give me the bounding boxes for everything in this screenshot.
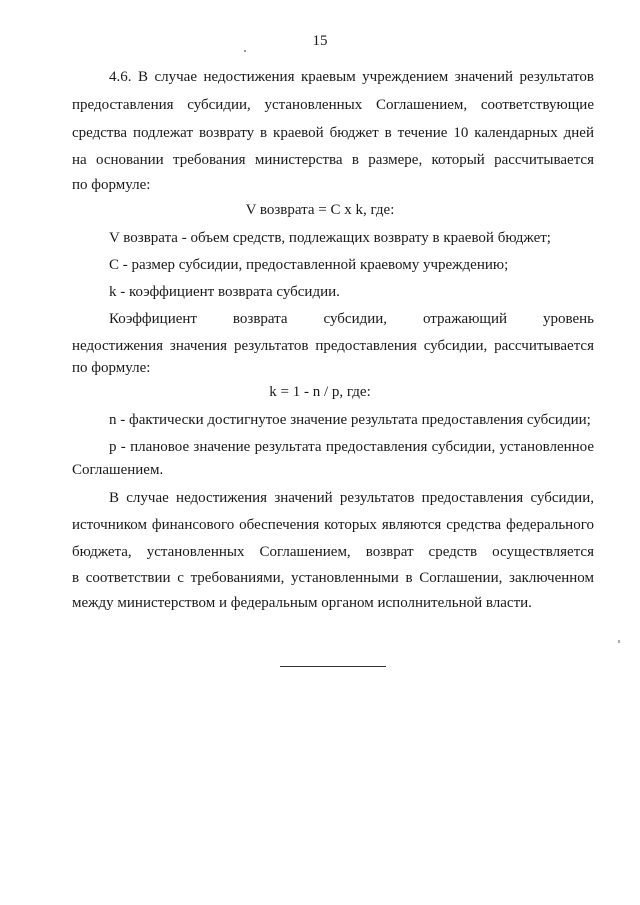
text-line: В случае недостижения значений результатов предоставления субсидии, (109, 490, 594, 506)
page-number: 15 (312, 33, 328, 49)
text-line: бюджета, установленных Соглашением, возврат средств осуществляется (72, 544, 594, 560)
text-line: в соответствии с требованиями, установленными в Соглашении, заключенном (72, 570, 594, 586)
text-line: 4.6. В случае недостижения краевым учреждением значений результатов (109, 69, 594, 85)
formula: V возврата = C x k, где: (245, 202, 395, 218)
scan-speck (618, 640, 620, 643)
scan-speck (244, 50, 246, 52)
text-line: на основании требования министерства в размере, который рассчитывается (72, 152, 594, 168)
text-line: p - плановое значение результата предоставления субсидии, установленное (109, 439, 594, 455)
text-line: предоставления субсидии, установленных Соглашением, соответствующие (72, 97, 594, 113)
text-line: между министерством и федеральным органом исполнительной власти. (72, 595, 532, 611)
text-line: Соглашением. (72, 462, 164, 478)
text-line: V возврата - объем средств, подлежащих возврату в краевой бюджет; (109, 230, 551, 246)
text-line: k - коэффициент возврата субсидии. (109, 284, 340, 300)
end-rule (280, 666, 386, 667)
formula: k = 1 - n / p, где: (269, 384, 371, 400)
text-line: n - фактически достигнутое значение результата предоставления субсидии; (109, 412, 591, 428)
text-line: C - размер субсидии, предоставленной краевому учреждению; (109, 257, 509, 273)
text-line: недостижения значения результатов предоставления субсидии, рассчитывается (72, 338, 594, 354)
text-line: по формуле: (72, 360, 151, 376)
text-line: источником финансового обеспечения которых являются средства федерального (72, 517, 594, 533)
text-line: по формуле: (72, 177, 151, 193)
text-line: средства подлежат возврату в краевой бюджет в течение 10 календарных дней (72, 125, 594, 141)
text-line: Коэффициент возврата субсидии, отражающий уровень (109, 311, 594, 327)
